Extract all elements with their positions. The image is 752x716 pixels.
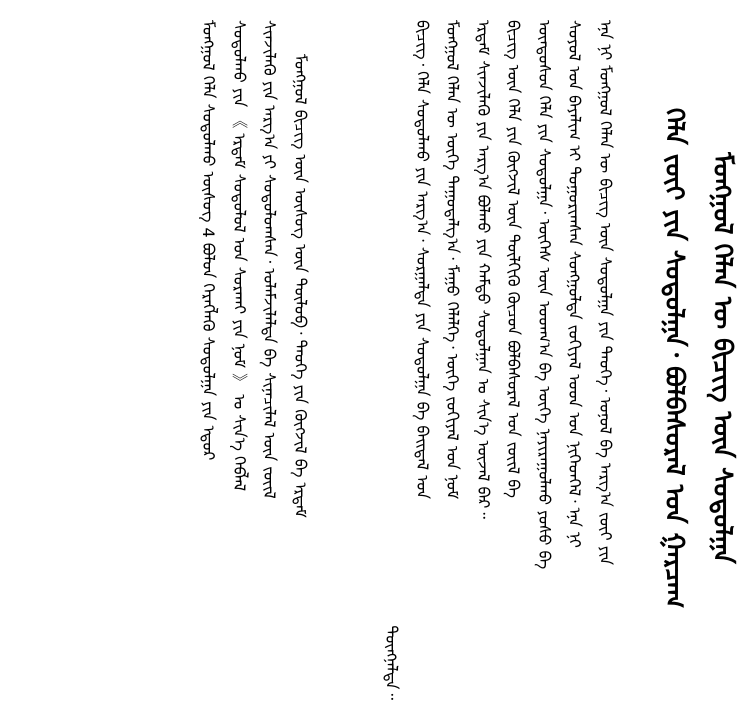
text-line: ᠰᠣᠶᠣᠯ ᠤᠨ ᠪᠠᠶᠠᠯᠢᠭ ᠢ ᠲᠣᠭᠤᠷᠢᠭᠰᠠᠨ ᠰᠣᠩᠭᠣᠯᠲᠠ ᠵᠣᠬᠢᠶᠠᠯ ᠤᠳ ᠤᠨ ᠨᠢᠭᠡᠳᠬᠡᠯ᠂ ᠡᠨᠡ ᠨᠢ (565, 20, 585, 548)
text-line: ᠳᠦᠩᠨᠡᠯᠲᠡ᠃ (382, 625, 402, 700)
text-line: ᠰᠢᠨᠵᠢᠯᠡᠬᠦ ᠶᠢᠨ ᠠᠷᠭ᠎ᠠ ᠶᠢ ᠰᠤᠳᠤᠯᠤᠭᠰᠠᠨ᠂ ᠤᠯᠠᠮᠵᠢᠯᠠᠯᠲᠠ ᠪᠠ ᠰᠢᠨᠡᠴᠢᠯᠡᠯ ᠦᠨ ᠵᠦᠢᠯ (260, 20, 280, 499)
text-line: ᠡᠷᠳᠡᠮ ᠰᠢᠨᠵᠢᠯᠡᠬᠦ ᠶᠢᠨ ᠠᠷᠭ᠎ᠠ ᠪᠣᠯᠬᠤ ᠶᠢᠨ ᠬᠠᠮᠲᠤ ᠰᠤᠳᠤᠯᠭᠠᠨ ᠤ ᠰᠢᠨ᠎ᠡ ᠦᠵᠡᠯ ᠪᠠᠷ᠃ (474, 20, 493, 519)
text-line: ᠦᠨᠳᠦᠰᠦᠨ ᠬᠡᠯᠡ ᠶᠢᠨ ᠰᠤᠳᠤᠯᠭᠠ᠂ ᠦᠭᠡᠰ ᠦᠨ ᠤᠳᠬ᠎ᠠ ᠪᠠ ᠦᠭᠡ ᠨᠠᠶᠢᠷᠠᠭᠤᠯᠬᠤ ᠶᠣᠰᠣ ᠪᠠ (535, 20, 554, 570)
text-line: ᠮᠣᠩᠭᠣᠯ ᠬᠡᠯᠡ ᠰᠤᠳᠤᠯᠬᠤ ᠦᠰᠦᠭ 4 ᠪᠣᠯᠤᠨ ᠬᠡᠷᠡᠭᠯᠡᠬᠦ ᠰᠤᠳᠤᠯᠭᠠ ᠶᠢᠨ ᠡᠳᠦᠷ (199, 20, 219, 461)
text-line: ᠰᠤᠳᠤᠯᠬᠤ ᠶᠢᠨ 《 ᠡᠷᠳᠡᠮ ᠰᠤᠳᠤᠯᠤᠯ ᠤᠨ ᠰᠤᠷᠬᠠᠢ ᠶᠢᠨ ᠨᠣᠮ 》 ᠤ ᠰᠢᠨ᠎ᠡ ᠬᠡᠪᠯᠡᠯ (230, 20, 249, 492)
text-line: ᠮᠣᠩᠭᠣᠯ ᠪᠢᠴᠢᠭ ᠦᠨ ᠦᠰᠦᠭ ᠦᠨ ᠲᠥᠯᠦᠪ᠂ ᠲᠡᠦᠬᠡ ᠶᠢᠨ ᠬᠥᠭᠵᠢᠯ ᠪᠠ ᠡᠷᠳᠡᠮ (291, 54, 310, 518)
paragraph-2 (193, 20, 315, 700)
text-line: ᠪᠢᠴᠢᠭ ᠦᠨ ᠬᠡᠯᠡ ᠶᠢᠨ ᠬᠥᠭᠵᠢᠯ ᠦᠨ ᠲᠦᠯᠬᠢᠬᠦ ᠬᠦᠴᠦᠨ ᠪᠣᠯᠪᠠᠰᠤᠷᠠᠯ ᠤᠨ ᠵᠦᠢᠯ ᠪᠠ (504, 20, 524, 498)
document-title-line-2: ᠬᠡᠯᠡ ᠵᠦᠢ ᠶᠢᠨ ᠰᠤᠳᠤᠯᠭᠠ᠂ ᠪᠣᠯᠪᠠᠰᠤᠷᠠᠯ ᠤᠨ ᠭᠠᠷᠴᠠᠭ (659, 107, 689, 609)
paragraph-1 (376, 20, 620, 700)
text-line: ᠪᠢᠴᠢᠭ᠂ ᠬᠡᠯᠡ ᠰᠤᠳᠤᠯᠬᠤ ᠶᠢᠨ ᠠᠷᠭ᠎ᠠ᠂ ᠰᠤᠷᠭᠠᠯᠲᠠ ᠶᠢᠨ ᠰᠤᠳᠤᠯᠭᠠ ᠪᠠ ᠪᠠᠢᠳᠠᠯ ᠤᠨ (413, 20, 432, 500)
text-line: ᠮᠣᠩᠭᠣᠯ ᠬᠡᠯᠡᠨ ᠦ ᠦᠭᠡ ᠳᠠᠭᠤᠳᠠᠯᠭ᠎ᠠ᠂ ᠮᠠᠭᠤ ᠬᠡᠯᠡᠯᠭᠡ᠂ ᠦᠭᠡ ᠵᠣᠬᠢᠶᠠᠯ ᠤᠨ ᠨᠣᠮ (443, 20, 463, 500)
text-line: ᠡᠨᠡ ᠨᠢ ᠮᠣᠩᠭᠣᠯ ᠬᠡᠯᠡᠨ ᠦ ᠪᠢᠴᠢᠭ ᠦᠨ ᠰᠤᠳᠤᠯᠭᠠ ᠶᠢᠨ ᠲᠡᠦᠬᠡ᠂ ᠣᠨᠣᠯ ᠪᠠ ᠠᠷᠭ᠎ᠠ ᠵᠦᠢ ᠶᠢᠨ (596, 20, 615, 566)
document-title-line-1: ᠮᠣᠩᠭᠣᠯ ᠬᠡᠯᠡᠨ ᠦ ᠪᠢᠴᠢᠭ ᠦᠨ ᠰᠤᠳᠤᠯᠭᠠ (707, 152, 737, 564)
